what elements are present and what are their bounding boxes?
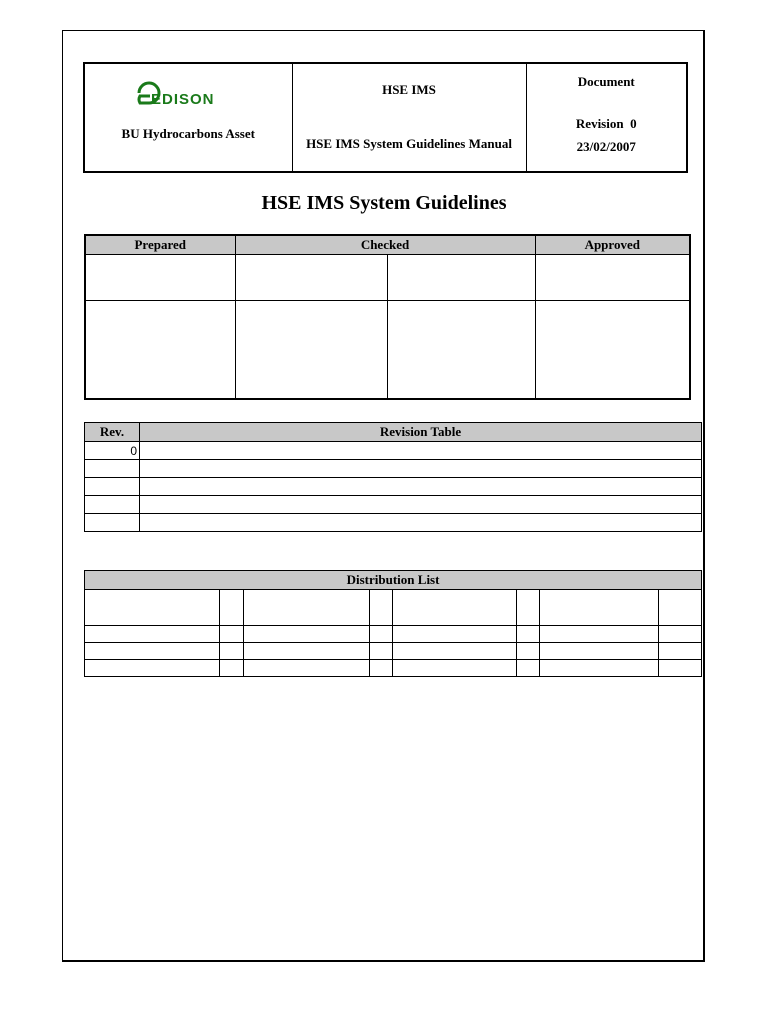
signoff-cell — [85, 255, 235, 301]
distribution-table — [84, 570, 702, 677]
rev-description — [140, 442, 702, 460]
table-row — [85, 460, 702, 478]
table-row — [85, 514, 702, 532]
signoff-cell — [235, 301, 387, 399]
prepared-header: Prepared — [85, 235, 235, 255]
signoff-cell — [535, 255, 690, 301]
logo-text: EDISON — [151, 91, 215, 108]
edison-logo — [134, 76, 234, 114]
checked-header: Checked — [235, 235, 535, 255]
table-row — [85, 643, 702, 660]
manual-cell — [292, 63, 526, 172]
system-name: HSE IMS — [382, 82, 436, 97]
asset-name: BU Hydrocarbons Asset — [121, 126, 255, 141]
manual-name: HSE IMS System Guidelines Manual — [306, 136, 512, 151]
revision-label: Revision 0 — [575, 116, 637, 131]
table-row — [85, 590, 702, 626]
document-label: Document — [577, 74, 635, 89]
page-title: HSE IMS System Guidelines — [261, 192, 507, 214]
document-date: 23/02/2007 — [576, 139, 636, 154]
rev-number: 0 — [85, 442, 140, 460]
signoff-table — [84, 234, 691, 400]
document-info-cell — [526, 63, 687, 172]
rev-header: Rev. — [85, 423, 140, 442]
revision-table-header: Revision Table — [140, 423, 702, 442]
logo-cell — [84, 63, 292, 172]
table-row — [85, 442, 702, 460]
signoff-cell — [387, 255, 535, 301]
approved-header: Approved — [535, 235, 690, 255]
signoff-cell — [535, 301, 690, 399]
revision-table — [84, 422, 702, 532]
table-row — [85, 626, 702, 643]
signoff-cell — [85, 301, 235, 399]
distribution-header: Distribution List — [85, 571, 702, 590]
table-row — [85, 660, 702, 677]
table-row — [85, 496, 702, 514]
table-row — [85, 478, 702, 496]
signoff-cell — [235, 255, 387, 301]
signoff-cell — [387, 301, 535, 399]
document-header — [83, 62, 688, 173]
